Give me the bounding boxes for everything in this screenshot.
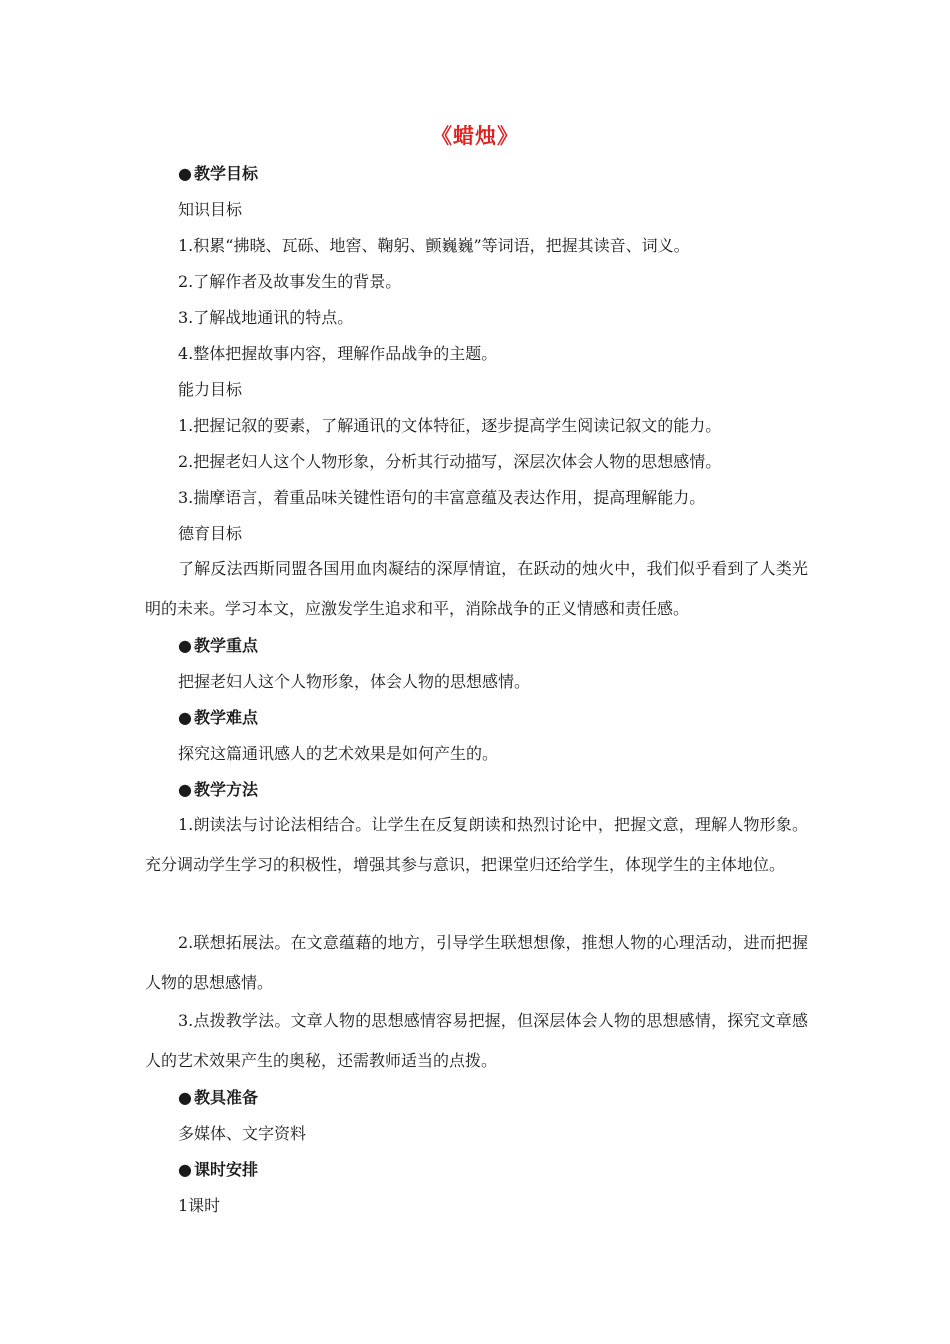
schedule-text: 1课时 <box>178 1196 221 1215</box>
moral-label: 德育目标 <box>178 524 243 543</box>
method-paragraph: 1.朗读法与讨论法相结合。让学生在反复朗读和热烈讨论中，把握文意，理解人物形象。充分调动学生学习的积极性，增强其参与意识，把课堂归还给学生，体现学生的主体地位。 <box>145 815 808 874</box>
heading-text: 课时安排 <box>193 1160 258 1179</box>
heading-text: 教学重点 <box>193 636 258 655</box>
bullet-icon: ● <box>178 780 192 799</box>
ability-label: 能力目标 <box>178 380 243 399</box>
knowledge-item: 2.了解作者及故事发生的背景。 <box>178 272 402 291</box>
section-heading-methods <box>178 780 258 800</box>
heading-text: 教学难点 <box>193 708 258 727</box>
section-heading-schedule <box>178 1160 258 1180</box>
method-paragraph: 2.联想拓展法。在文意蕴藉的地方，引导学生联想想像，推想人物的心理活动，进而把握人物的思想感情。 <box>145 933 808 992</box>
heading-text: 教学方法 <box>193 780 258 799</box>
knowledge-label: 知识目标 <box>178 200 243 219</box>
moral-paragraph: 了解反法西斯同盟各国用血肉凝结的深厚情谊，在跃动的烛火中，我们似乎看到了人类光明的未来。学习本文，应激发学生追求和平，消除战争的正义情感和责任感。 <box>145 559 808 618</box>
section-heading-key-points <box>178 636 258 656</box>
tools-text: 多媒体、文字资料 <box>178 1124 307 1143</box>
section-heading-tools <box>178 1088 258 1108</box>
ability-item: 3.揣摩语言，着重品味关键性语句的丰富意蕴及表达作用，提高理解能力。 <box>178 488 706 507</box>
bullet-icon: ● <box>178 164 192 183</box>
heading-text: 教具准备 <box>193 1088 258 1107</box>
bullet-icon: ● <box>178 1160 192 1179</box>
bullet-icon: ● <box>178 1088 192 1107</box>
bullet-icon: ● <box>178 636 192 655</box>
knowledge-item: 4.整体把握故事内容，理解作品战争的主题。 <box>178 344 498 363</box>
ability-item: 2.把握老妇人这个人物形象，分析其行动描写，深层次体会人物的思想感情。 <box>178 452 722 471</box>
heading-text: 教学目标 <box>193 164 258 183</box>
document-title: 《蜡烛》 <box>431 124 519 148</box>
key-points-text: 把握老妇人这个人物形象，体会人物的思想感情。 <box>178 672 531 691</box>
difficulties-text: 探究这篇通讯感人的艺术效果是如何产生的。 <box>178 744 499 763</box>
method-paragraph: 3.点拨教学法。文章人物的思想感情容易把握，但深层体会人物的思想感情，探究文章感人的艺术效果产生的奥秘，还需教师适当的点拨。 <box>145 1011 808 1070</box>
ability-item: 1.把握记叙的要素，了解通讯的文体特征，逐步提高学生阅读记叙文的能力。 <box>178 416 722 435</box>
section-heading-difficulties <box>178 708 258 728</box>
section-heading-objectives <box>178 164 258 184</box>
knowledge-item: 3.了解战地通讯的特点。 <box>178 308 354 327</box>
knowledge-item: 1.积累“拂晓、瓦砾、地窖、鞠躬、颤巍巍”等词语，把握其读音、词义。 <box>178 236 690 255</box>
bullet-icon: ● <box>178 708 192 727</box>
